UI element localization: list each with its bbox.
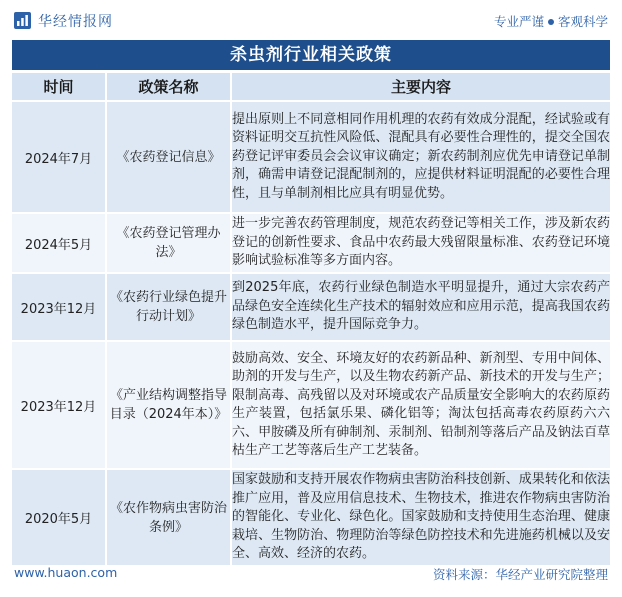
cell-policy-name: 《农药登记管理办法》 — [107, 214, 232, 272]
brand-name: 华经情报网 — [38, 14, 113, 30]
cell-content: 国家鼓励和支持开展农作物病虫害防治科技创新、成果转化和依法推广应用，普及应用信息技术、生物技术，推进农作物病虫害防治的智能化、专业化、绿色化。国家鼓励和支持使用生态治理、健康栽培、生物防治、物理防治等绿色防控技术和先进施药机械以及安全、高效、经济的农药。 — [232, 470, 610, 565]
slogan-left: 专业严谨 — [493, 14, 544, 29]
cell-content: 鼓励高效、安全、环境友好的农药新品种、新剂型、专用中间体、助剂的开发与生产，以及生物农药新产品、新技术的开发与生产；限制高毒、高残留以及对环境或农产品质量安全影响大的农药原药生产装置，包括氯乐果、磷化铝等；淘汰包括高毒农药原药六六六、甲胺磷及所有砷制剂、汞制剂、铅制剂等落后产品及钠法百草枯生产工艺等落后生产工艺装备。 — [232, 342, 610, 468]
cell-policy-name: 《农作物病虫害防治条例》 — [107, 470, 232, 565]
policy-table — [12, 71, 610, 567]
cell-policy-name: 《农药行业绿色提升行动计划》 — [107, 274, 232, 340]
header-policy-name: 政策名称 — [107, 73, 232, 100]
header-time: 时间 — [12, 73, 107, 100]
cell-time: 2020年5月 — [12, 470, 107, 565]
cell-policy-name: 《农药登记信息》 — [107, 102, 232, 212]
table-row — [12, 470, 610, 565]
cell-policy-name: 《产业结构调整指导目录（2024年本）》 — [107, 342, 232, 468]
table-title: 杀虫剂行业相关政策 — [12, 40, 610, 70]
footer-source: 资料来源：华经产业研究院整理 — [432, 567, 608, 582]
cell-time: 2023年12月 — [12, 342, 107, 468]
header-content: 主要内容 — [232, 73, 610, 100]
table-row — [12, 102, 610, 212]
table-row — [12, 342, 610, 468]
table-row — [12, 214, 610, 272]
cell-content: 进一步完善农药管理制度，规范农药登记等相关工作，涉及新农药登记的创新性要求、食品中农药最大残留限量标准、农药登记环境影响试验标准等多方面内容。 — [232, 214, 610, 272]
slogan-dot — [548, 19, 554, 25]
top-bar — [0, 0, 622, 40]
brand-slogan — [494, 12, 608, 30]
table-row — [12, 274, 610, 340]
table-header-row — [12, 73, 610, 100]
cell-content: 提出原则上不同意相同作用机理的农药有效成分混配，经试验或有资料证明交互抗性风险低、混配具有必要性合理性的，提交全国农药登记评审委员会会议审议确定；新农药制剂应优先申请登记单制剂，确需申请登记混配制剂的，应提供材料证明混配的必要性合理性，且与单制剂相比应具有明显优势。 — [232, 102, 610, 212]
slogan-right: 客观科学 — [557, 14, 608, 29]
cell-time: 2024年7月 — [12, 102, 107, 212]
cell-content: 到2025年底，农药行业绿色制造水平明显提升，通过大宗农药产品绿色安全连续化生产技术的辐射效应和应用示范，提高我国农药绿色制造水平，提升国际竞争力。 — [232, 274, 610, 340]
footer-url: www.huaon.com — [14, 565, 118, 580]
brand-logo-icon — [14, 12, 31, 29]
cell-time: 2023年12月 — [12, 274, 107, 340]
cell-time: 2024年5月 — [12, 214, 107, 272]
